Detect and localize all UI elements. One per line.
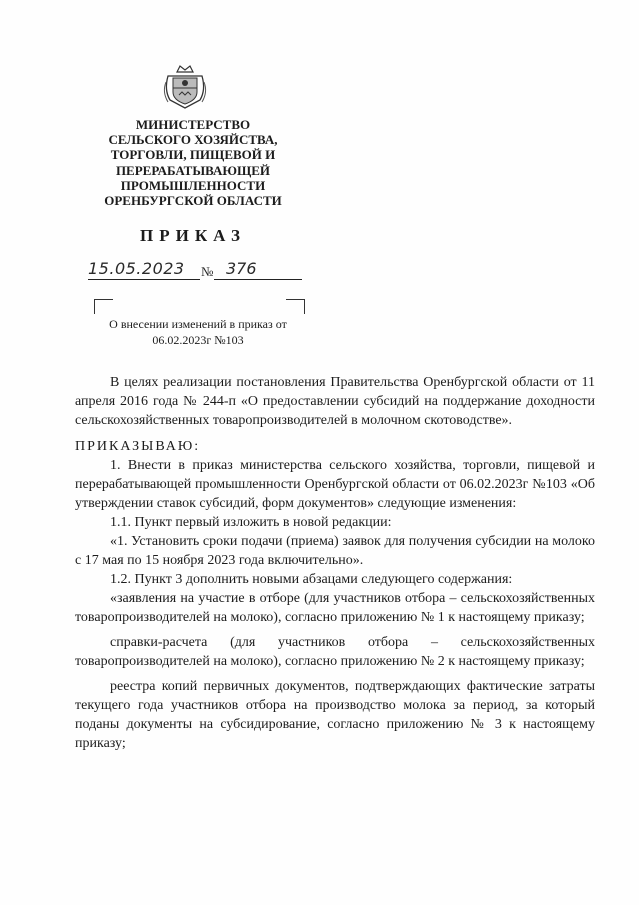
ministry-line: ПРОМЫШЛЕННОСТИ	[120, 177, 266, 193]
ministry-name	[82, 117, 304, 208]
body-paragraph: 1.2. Пункт 3 дополнить новыми абзацами следующего содержания:	[110, 572, 513, 587]
body-paragraph: реестра копий первичных документов, подтверждающих фактические затраты текущего года участников отбора на производство молока за период, за который поданы документы на субсидирование, согласно приложению № 3 к настоящему приказу;	[75, 679, 595, 751]
order-body	[75, 373, 595, 753]
subject-bracket-left	[94, 299, 113, 314]
body-paragraph: «1. Установить сроки подачи (приема) заявок для получения субсидии на молоко с 17 мая по 15 ноября 2023 года включительно».	[75, 534, 595, 568]
order-title: ПРИКАЗ	[140, 226, 246, 245]
order-date: 15.05.2023	[88, 259, 185, 278]
body-paragraph: 1.1. Пункт первый изложить в новой редакции:	[110, 515, 392, 530]
coat-of-arms-icon	[160, 62, 210, 112]
body-paragraph: 1. Внести в приказ министерства сельского хозяйства, торговли, пищевой и перерабатывающей промышленности Оренбургской области от 06.02.2023г №103 «Об утверждении ставок субсидий, форм документов» следующие изменения:	[75, 458, 595, 511]
ministry-line: ТОРГОВЛИ, ПИЩЕВОЙ И	[110, 147, 276, 163]
body-paragraph: справки-расчета (для участников отбора – сельскохозяйственных товаропроизводителей на молоко), согласно приложению № 2 к настоящему приказу;	[75, 635, 595, 669]
subject-bracket-right	[286, 299, 305, 314]
subject-line: О внесении изменений в приказ от	[109, 317, 287, 331]
number-underline	[214, 279, 302, 280]
number-sign: №	[201, 264, 214, 279]
subject-line: 06.02.2023г №103	[152, 333, 244, 347]
date-underline	[88, 279, 200, 280]
order-date-number-line	[88, 258, 303, 282]
order-number: 376	[226, 259, 257, 278]
ministry-line: СЕЛЬСКОГО ХОЗЯЙСТВА,	[108, 132, 278, 148]
order-directive: ПРИКАЗЫВАЮ:	[75, 439, 201, 454]
ministry-line: ПЕРЕРАБАТЫВАЮЩЕЙ	[115, 162, 271, 178]
ministry-line: ОРЕНБУРГСКОЙ ОБЛАСТИ	[104, 193, 282, 209]
ministry-line: МИНИСТЕРСТВО	[135, 117, 251, 132]
body-paragraph: «заявления на участие в отборе (для участников отбора – сельскохозяйственных товаропроизводителей на молоко), согласно приложению № 1 к настоящему приказу;	[75, 591, 595, 625]
preamble-paragraph: В целях реализации постановления Правительства Оренбургской области от 11 апреля 2016 года № 244-п «О предоставлении субсидий на поддержание доходности сельскохозяйственных товаропроизводителей в молочном скотоводстве».	[75, 375, 595, 428]
order-subject	[96, 316, 300, 348]
